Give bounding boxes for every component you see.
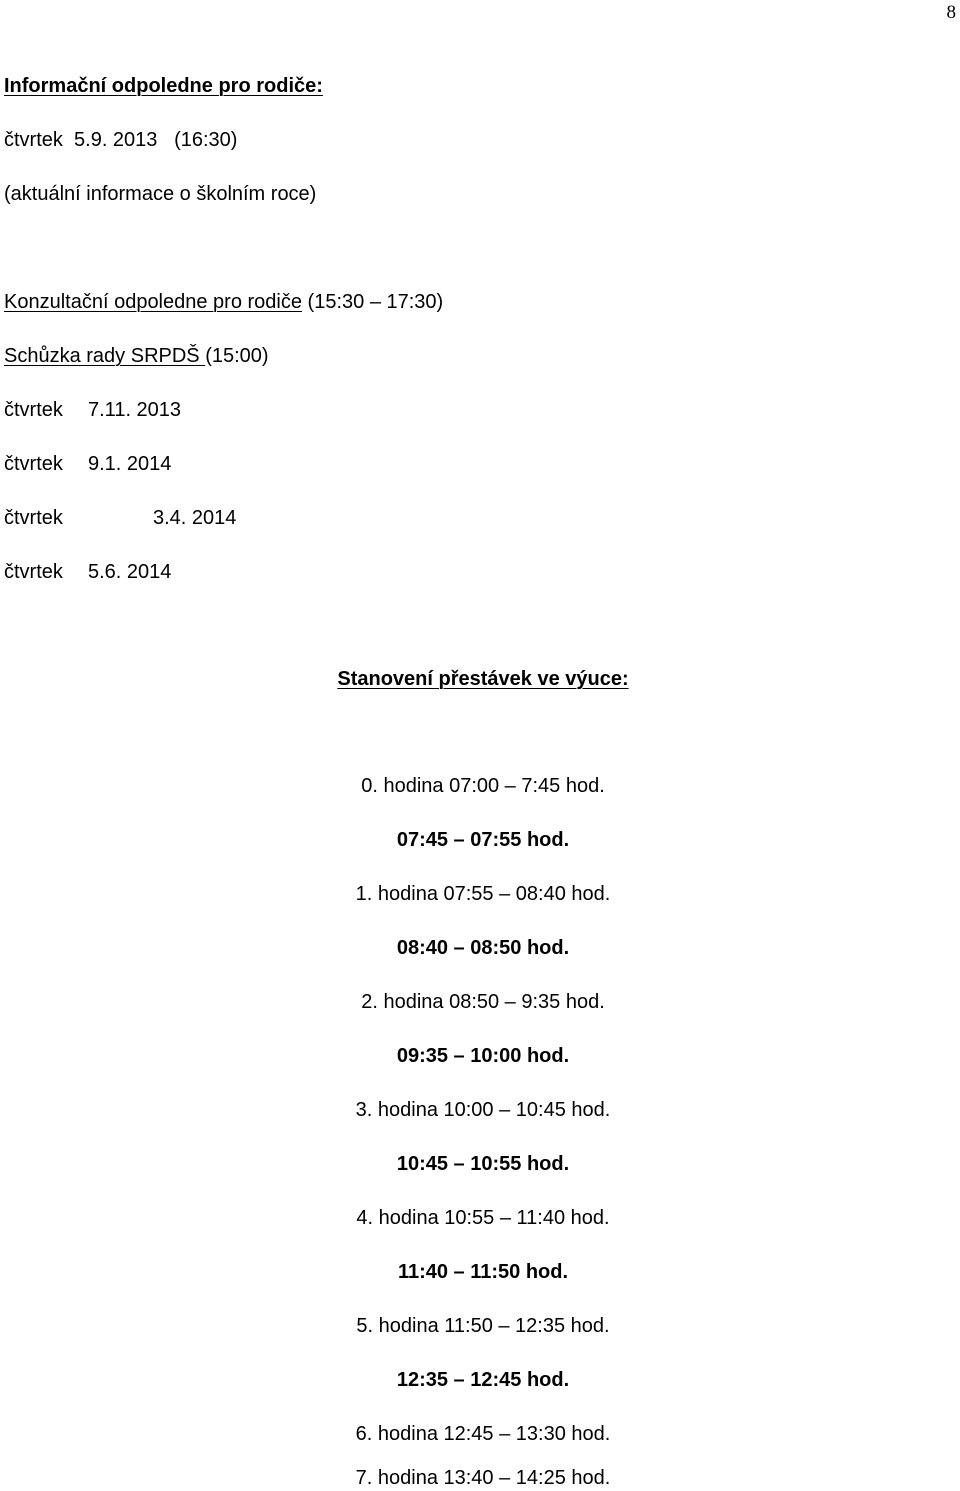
schedule-break: 08:40 – 08:50 hod. (396, 937, 570, 959)
consultation-line (4, 290, 443, 314)
consultation-date-row (4, 560, 172, 584)
consultation-title: Konzultační odpoledne pro rodiče (4, 291, 302, 313)
consultation-date: 9.1. 2014 (88, 453, 172, 475)
breaks-heading: Stanovení přestávek ve výuce: (337, 668, 629, 690)
schedule-break: 11:40 – 11:50 hod. (397, 1261, 569, 1283)
info-afternoon-date: čtvrtek 5.9. 2013 (16:30) (4, 129, 238, 151)
consultation-date-row (4, 398, 182, 422)
schedule-break: 12:35 – 12:45 hod. (396, 1369, 570, 1391)
consultation-day: čtvrtek (4, 507, 63, 529)
consultation-date: 5.6. 2014 (88, 561, 172, 583)
schedule-lesson: 3. hodina 10:00 – 10:45 hod. (355, 1099, 611, 1121)
consultation-date: 7.11. 2013 (88, 399, 182, 421)
schedule-lesson: 0. hodina 07:00 – 7:45 hod. (361, 775, 605, 797)
consultation-day: čtvrtek (4, 399, 63, 421)
schedule-break: 09:35 – 10:00 hod. (396, 1045, 570, 1067)
schedule-break: 10:45 – 10:55 hod. (396, 1153, 570, 1175)
schedule-lesson: 6. hodina 12:45 – 13:30 hod. (355, 1423, 611, 1445)
schedule-lesson: 4. hodina 10:55 – 11:40 hod. (356, 1207, 610, 1229)
schedule-lesson: 1. hodina 07:55 – 08:40 hod. (355, 883, 611, 905)
srpds-meeting-time: (15:00) (205, 345, 269, 367)
consultation-date-row (4, 452, 172, 476)
consultation-day: čtvrtek (4, 561, 63, 583)
consultation-time: (15:30 – 17:30) (302, 291, 444, 313)
srpds-meeting-title: Schůzka rady SRPDŠ (4, 345, 206, 367)
info-afternoon-title: Informační odpoledne pro rodiče: (4, 75, 323, 97)
schedule-lesson: 2. hodina 08:50 – 9:35 hod. (361, 991, 605, 1013)
schedule-lesson: 5. hodina 11:50 – 12:35 hod. (356, 1315, 610, 1337)
page-number: 8 (946, 2, 956, 23)
schedule-break: 07:45 – 07:55 hod. (396, 829, 570, 851)
consultation-date: 3.4. 2014 (153, 507, 237, 529)
srpds-meeting-line (4, 344, 269, 368)
schedule-lesson: 7. hodina 13:40 – 14:25 hod. (355, 1467, 611, 1489)
consultation-date-row (4, 506, 237, 530)
consultation-day: čtvrtek (4, 453, 63, 475)
info-afternoon-note: (aktuální informace o školním roce) (4, 183, 317, 205)
